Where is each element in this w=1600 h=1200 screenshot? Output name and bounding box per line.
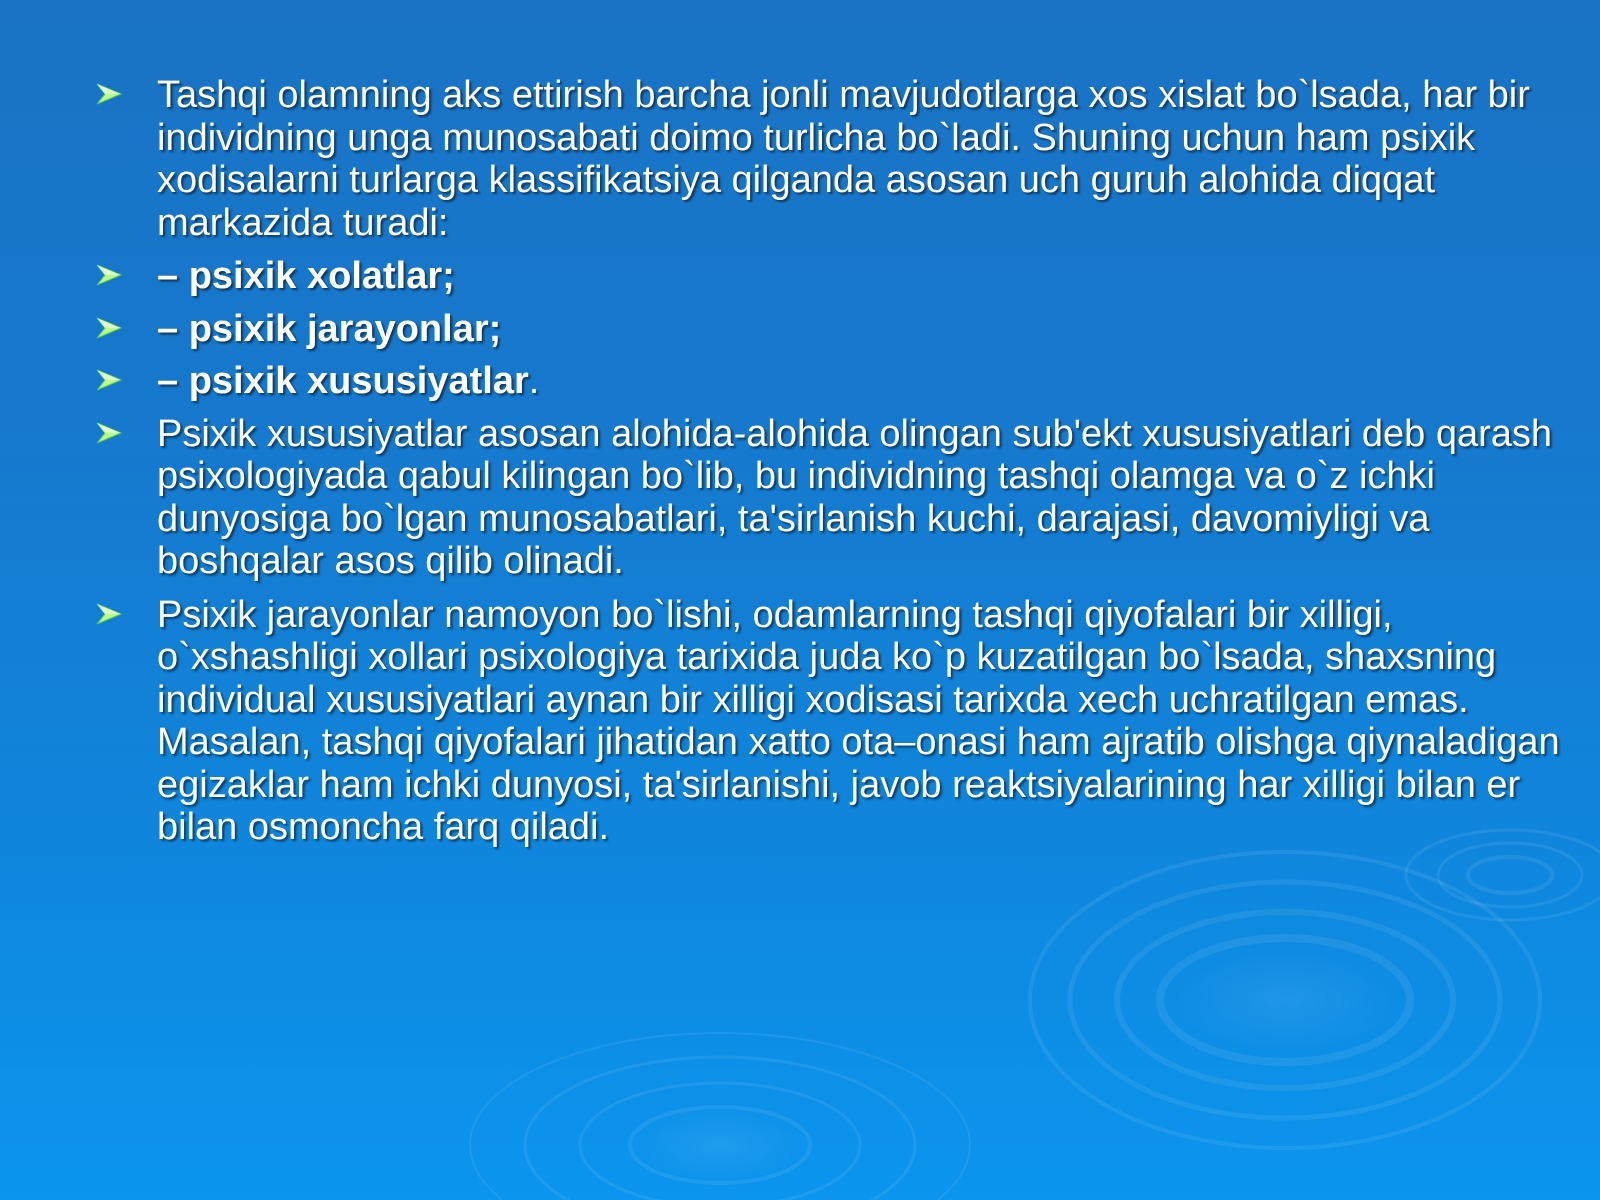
arrowhead-bullet-icon xyxy=(95,601,123,627)
list-item-text: Tashqi olamning aks ettirish barcha jonli mavjudotlarga xos xislat bo`lsada, har bir individning unga munosabati doimo turlicha bo`ladi. Shuning uchun ham psixik xodisalarni turlarga klassifikatsiya qilganda asosan uch guruh alohida diqqat markazida turadi: xyxy=(157,74,1530,244)
list-item xyxy=(95,360,1565,403)
list-item xyxy=(95,74,1565,244)
arrowhead-bullet-icon xyxy=(95,367,123,393)
list-item xyxy=(95,594,1565,849)
list-item-text: – psixik jarayonlar; xyxy=(157,307,502,350)
bullet-list xyxy=(95,74,1565,860)
list-item-text: Psixik xususiyatlar asosan alohida-alohida olingan sub'ekt xususiyatlari deb qarash psixologiyada qabul kilingan bo`lib, bu individning tashqi olamga va o`z ichki dunyosiga bo`lgan munosabatlari, ta'sirlanish kuchi, darajasi, davomiyligi va boshqalar asos qilib olinadi. xyxy=(157,412,1553,582)
list-item xyxy=(95,308,1565,351)
arrowhead-bullet-icon xyxy=(95,81,123,107)
list-item xyxy=(95,413,1565,583)
arrowhead-bullet-icon xyxy=(95,420,123,446)
arrowhead-bullet-icon xyxy=(95,315,123,341)
list-item-text-bold: – psixik xususiyatlar xyxy=(157,360,529,402)
arrowhead-bullet-icon xyxy=(95,262,123,288)
list-item-text: – psixik xolatlar; xyxy=(157,255,455,297)
list-item xyxy=(95,255,1565,298)
list-item-text-tail: . xyxy=(528,360,540,402)
list-item-text: Psixik jarayonlar namoyon bo`lishi, odamlarning tashqi qiyofalari bir xilligi, o`xshashligi xollari psixologiya tarixida juda ko`p kuzatilgan bo`lsada, shaxsning individual xususiyatlari aynan bir xilligi xodisasi tarixda xech uchratilgan emas. Masalan, tashqi qiyofalari jihatidan xatto ota–onasi ham ajratib olishga qiynaladigan egizaklar ham ichki dunyosi, ta'sirlanishi, javob reaktsiyalarining har xilligi bilan er bilan osmoncha farq qiladi. xyxy=(157,593,1560,848)
